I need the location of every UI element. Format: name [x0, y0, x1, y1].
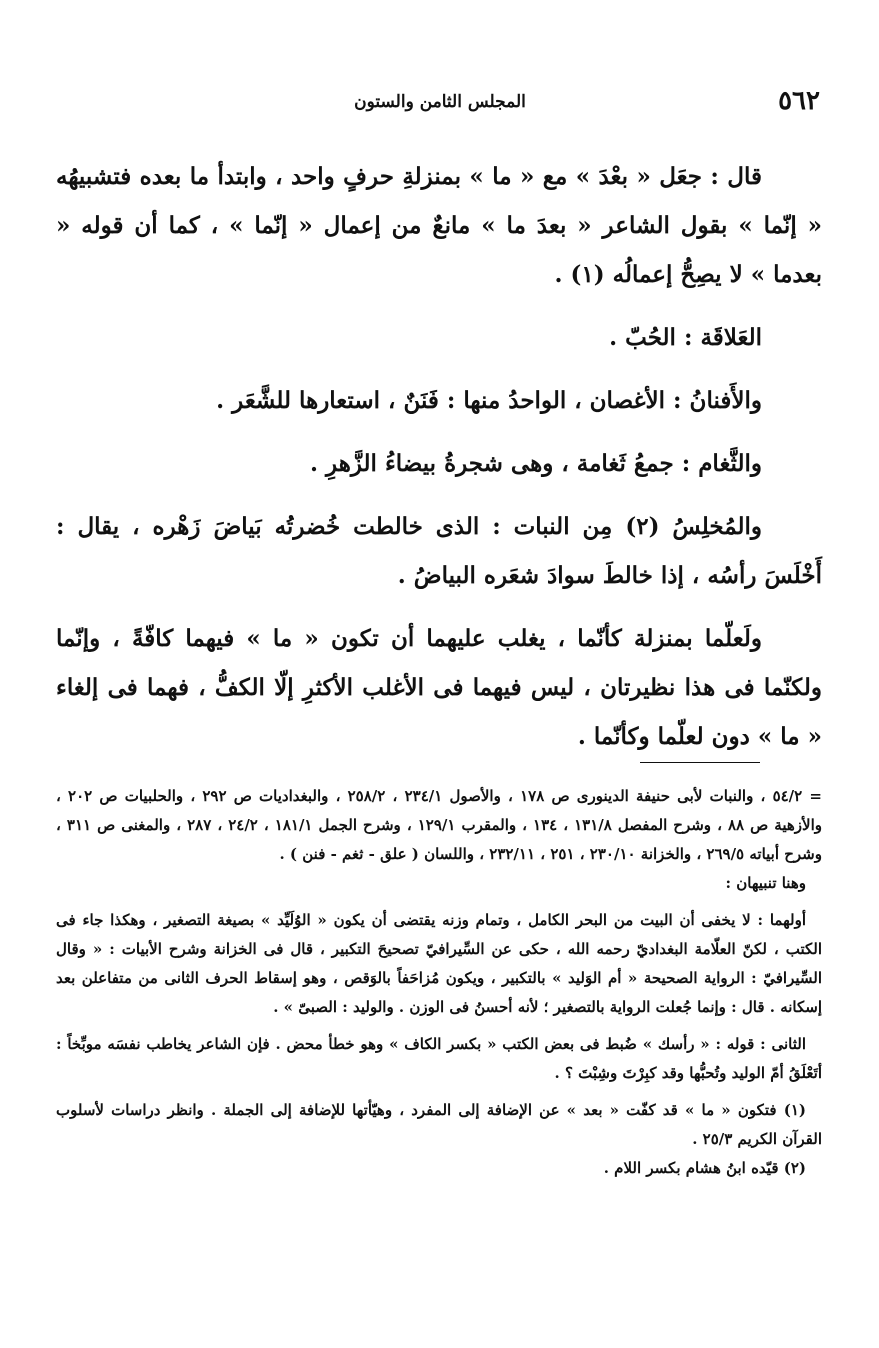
paragraph-commentary: قال : جعَل « بعْدَ » مع « ما » بمنزلةِ حرفٍ واحد ، وابتدأ ما بعده فتشبيهُه « إنّما » بقول الشاعر « بعدَ ما » مانعٌ من إعمال « إنّما » ، كما أن قوله « بعدما » لا يصِحُّ إعمالُه (١) .: [56, 163, 822, 288]
footnote-note-second: الثانى : قوله : « رأسك » ضُبط فى بعض الكتب « بكسر الكاف » وهو خطأ محض . فإن الشاعر يخاطب نفسَه موبِّخاً : أتَعْلَقُ أمّ الوليد وتُحبُّها وقد كبِرْتَ وشِبْتَ ؟ .: [56, 1035, 822, 1082]
footnotes: [56, 782, 822, 1183]
footnote-note-first: أولهما : لا يخفى أن البيت من البحر الكامل ، وتمام وزنه يقتضى أن يكون « الوُلَيِّد » بصيغة التصغير ، وهكذا جاء فى الكتب ، لكنّ العلّامة البغداديّ رحمه الله ، حكى عن السِّيرافيّ تصحيحَ التكبير ، قال فى الخزانة وشرح الأبيات : « وقال السِّيرافيّ : الرواية الصحيحة « أم الوَليد » بالتكبير ، ويكون مُزاحَفاً بالوَقص ، وهو إسقاط الحرف الثانى من متفاعلن بعد إسكانه . قال : وإنما جُعلت الرواية بالتصغير ؛ لأنه أحسنُ فى الوزن . والوليد : الصبىّ » .: [56, 911, 822, 1016]
footnote-2: (٢) قيّده ابنُ هشام بكسر اللام .: [603, 1159, 806, 1177]
footnote-1: (١) فتكون « ما » قد كفّت « بعد » عن الإضافة إلى المفرد ، وهيّأتها للإضافة إلى الجملة . وانظر دراسات لأسلوب القرآن الكريم ٢٥/٣ .: [56, 1101, 822, 1148]
gloss-alalaqa: العَلاقَة : الحُبّ .: [609, 324, 762, 351]
footnote-divider: [640, 762, 760, 763]
paragraph-laallama: ولَعلّما بمنزلة كأنّما ، يغلب عليهما أن تكون « ما » فيهما كافّةً ، وإنّما ولكنّما فى هذا نظيرتان ، ليس فيهما فى الأغلب الأكثرِ إلّا الكفُّ ، فهما فى إلغاء « ما » دون لعلّما وكأنّما .: [56, 625, 822, 750]
main-text: [56, 152, 822, 761]
gloss-thagham: والثَّغام : جمعُ ثَغامة ، وهى شجرةُ بيضاءُ الزَّهرِ .: [310, 450, 762, 477]
running-title: المجلس الثامن والستون: [354, 92, 526, 112]
footnote-continuation: = ٥٤/٢ ، والنبات لأبى حنيفة الدينورى ص ١٧٨ ، والأصول ٢٣٤/١ ، ٢٥٨/٢ ، والبغداديات ص ٢٩٢ ، والحلبيات ص ٢٠٢ ، والأزهية ص ٨٨ ، وشرح المفصل ١٣١/٨ ، ١٣٤ ، والمقرب ١٢٩/١ ، وشرح الجمل ١٨١/١ ، ٢٤/٢ ، ٢٨٧ ، والمغنى ص ٣١١ ، وشرح أبياته ٢٦٩/٥ ، والخزانة ٢٣٠/١٠ ، ٢٥١ ، ٢٣٢/١١ ، واللسان ( علق - ثغم - فنن ) .: [56, 787, 822, 863]
gloss-afnan: والأَفنانُ : الأغصان ، الواحدُ منها : فَنَنٌ ، استعارها للشَّعَر .: [216, 387, 762, 414]
page-number: ٥٦٢: [778, 86, 820, 116]
gloss-mukhlis: والمُخلِسُ (٢) مِن النبات : الذى خالطت خُضرتُه بَياضَ زَهْره ، يقال : أَخْلَسَ رأسُه ، إذا خالطَ سوادَ شعَره البياضُ .: [56, 513, 822, 589]
page-header: [60, 86, 820, 122]
footnote-intro: وهنا تنبيهان :: [725, 874, 806, 892]
